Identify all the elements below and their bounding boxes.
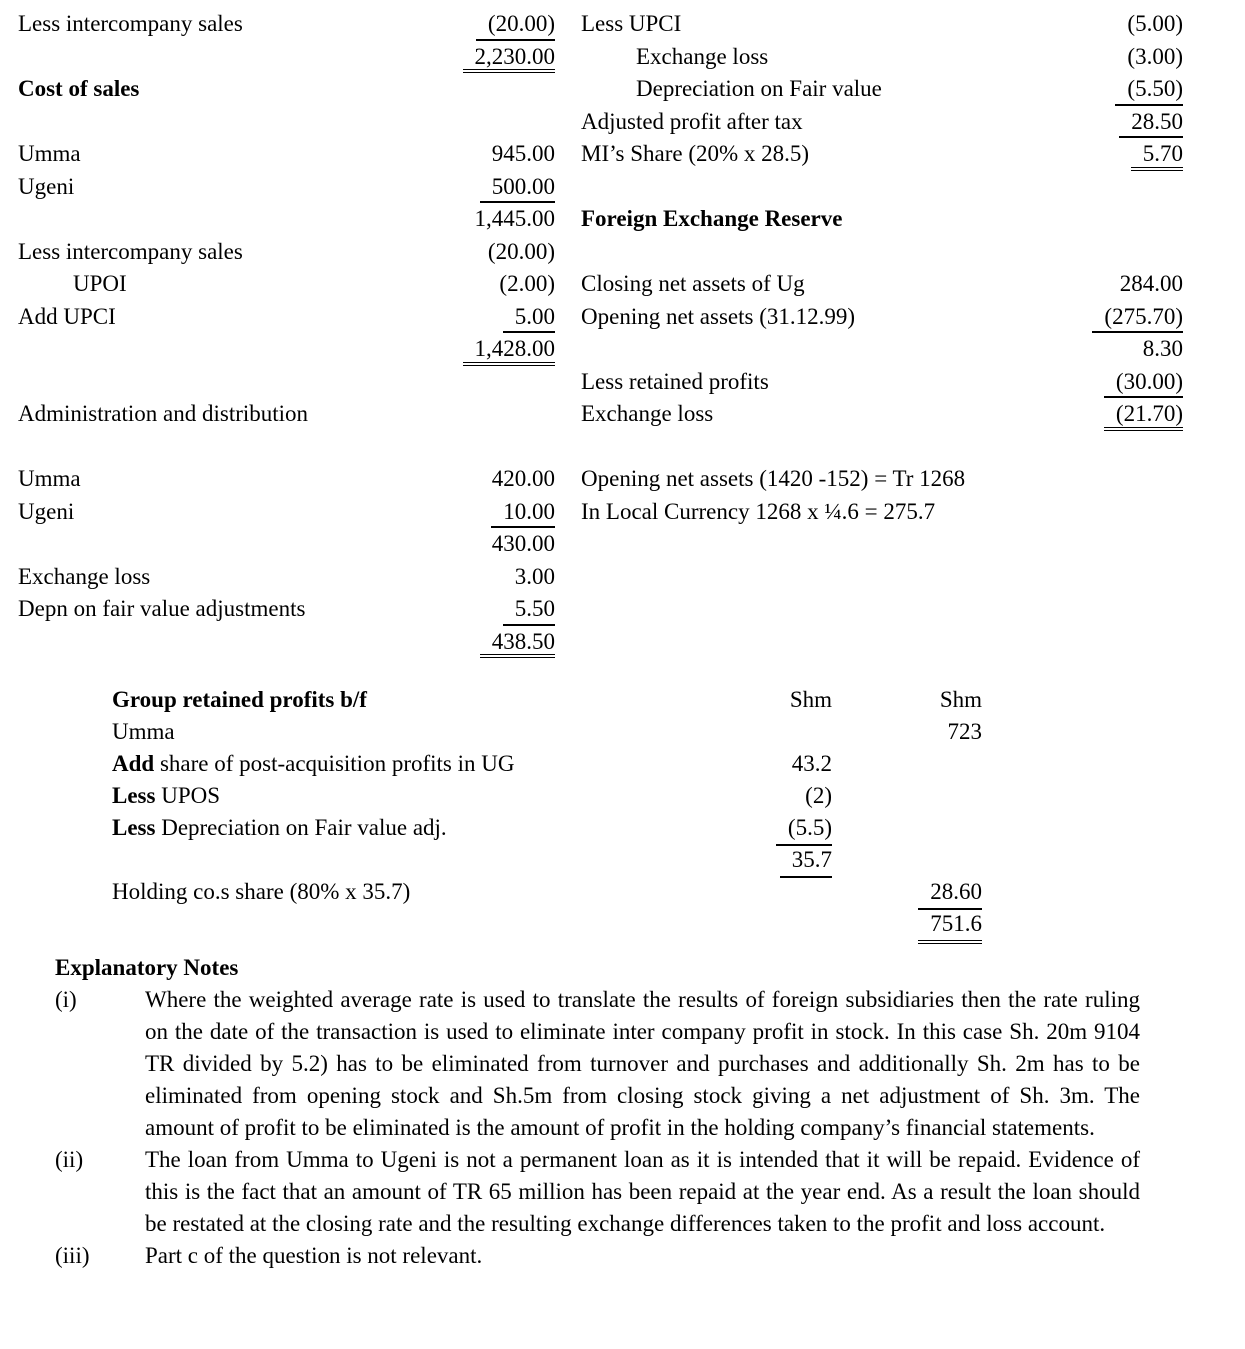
row-label: Depn on fair value adjustments	[18, 596, 306, 621]
spacer-row	[581, 431, 1183, 464]
row-value: (20.00)	[487, 238, 555, 264]
retained-profits-section	[112, 684, 1227, 940]
ledger-label	[112, 844, 752, 876]
account-row	[18, 463, 555, 496]
row-label: Less intercompany sales	[18, 238, 243, 264]
col1-value: (5.5)	[752, 812, 832, 844]
section-heading: Cost of sales	[18, 76, 140, 101]
account-row	[18, 561, 555, 594]
row-value: 5.00	[503, 301, 555, 334]
account-row	[18, 333, 555, 366]
row-value: 500.00	[480, 171, 555, 204]
row-value: (21.70)	[1104, 398, 1183, 431]
row-value: (5.50)	[1115, 73, 1183, 106]
ledger-row	[112, 908, 1227, 940]
row-value: 10.00	[491, 496, 555, 529]
row-label: Umma	[18, 141, 81, 166]
row-value: 420.00	[491, 466, 555, 491]
row-label: Closing net assets of Ug	[581, 271, 805, 296]
row-value: 5.70	[1131, 138, 1183, 171]
notes-heading: Explanatory Notes	[55, 955, 239, 980]
account-row	[18, 41, 555, 74]
account-row	[18, 626, 555, 659]
account-row	[18, 203, 555, 236]
account-row	[581, 203, 1183, 236]
col2-value	[832, 812, 982, 844]
row-label: Exchange loss	[636, 43, 769, 69]
row-label: Exchange loss	[18, 563, 151, 589]
row-label: Umma	[18, 466, 81, 491]
note-item	[18, 1144, 1227, 1240]
col1-value	[752, 908, 832, 940]
note-text: Part c of the question is not relevant.	[145, 1243, 483, 1268]
account-row	[18, 8, 555, 41]
col2-value: 28.60	[832, 876, 982, 908]
col1-value: (2)	[805, 783, 832, 808]
row-value: 2,230.00	[463, 41, 556, 74]
row-label: MI’s Share (20% x 28.5)	[581, 141, 810, 166]
row-value: (2.00)	[499, 271, 555, 296]
col2-value: 751.6	[832, 908, 982, 940]
row-label: UPOI	[73, 271, 127, 296]
note-number: (ii)	[55, 1147, 84, 1172]
row-label: Add UPCI	[18, 303, 116, 329]
explanatory-notes-section	[18, 952, 1227, 1272]
account-row	[581, 463, 1183, 496]
account-row	[581, 8, 1183, 41]
spacer-row	[18, 106, 555, 139]
account-row	[581, 73, 1183, 106]
row-label: Depreciation on Fair value	[636, 76, 882, 101]
row-label: In Local Currency 1268 x ¼.6 = 275.7	[581, 498, 936, 524]
account-row	[581, 366, 1183, 399]
row-label: Ugeni	[18, 173, 75, 199]
row-label: Adjusted profit after tax	[581, 108, 803, 134]
account-row	[18, 528, 555, 561]
row-value: 5.50	[503, 593, 555, 626]
ledger-label	[112, 908, 752, 940]
account-row	[581, 333, 1183, 366]
col1-value: 35.7	[752, 844, 832, 876]
ledger-row	[112, 812, 1227, 844]
col2-value: 723	[947, 719, 982, 744]
row-label: Opening net assets (31.12.99)	[581, 303, 856, 329]
row-value: (3.00)	[1127, 43, 1183, 69]
row-value: 28.50	[1119, 106, 1183, 139]
col2-value	[832, 748, 982, 780]
spacer-row	[581, 171, 1183, 204]
note-item	[18, 984, 1227, 1144]
row-value: 284.00	[1119, 271, 1183, 296]
row-value: (20.00)	[476, 8, 555, 41]
ledger-row	[112, 876, 1227, 908]
account-row	[18, 268, 555, 301]
ledger-label: Group retained profits b/f	[112, 687, 367, 712]
account-row	[18, 236, 555, 269]
spacer-row	[18, 431, 555, 464]
ledger-row	[112, 844, 1227, 876]
row-value: 8.30	[1142, 336, 1183, 361]
row-label: Less intercompany sales	[18, 11, 243, 36]
note-text: Where the weighted average rate is used to translate the results of foreign subsidiaries then the rate ruling on the date of the transaction is used to eliminate inter company profit in stock. In this case Sh. 20m 9104 TR divided by 5.2) has to be eliminated from turnover and purchases and additionally Sh. 2m has to be eliminated from opening stock and Sh.5m from closing stock giving a net adjustment of Sh. 3m. The amount of profit to be eliminated is the amount of profit in the holding company’s financial statements.	[145, 987, 1140, 1140]
left-column	[18, 8, 555, 658]
col2-value	[832, 844, 982, 876]
account-row	[581, 41, 1183, 74]
row-value: 1,428.00	[463, 333, 556, 366]
note-number: (i)	[55, 987, 77, 1012]
account-row	[18, 138, 555, 171]
row-label: Exchange loss	[581, 401, 714, 426]
note-number: (iii)	[55, 1243, 90, 1268]
col1-value: 43.2	[791, 751, 832, 776]
account-row	[18, 301, 555, 334]
account-row	[18, 73, 555, 106]
col1-header: Shm	[789, 687, 832, 712]
ledger-label: Less UPOS	[112, 783, 221, 808]
row-label: Less UPCI	[581, 11, 682, 36]
account-row	[581, 106, 1183, 139]
ledger-row	[112, 684, 1227, 716]
ledger-row	[112, 716, 1227, 748]
spacer-row	[581, 236, 1183, 269]
row-value: (275.70)	[1092, 301, 1183, 334]
col1-value	[752, 876, 832, 908]
ledger-row	[112, 780, 1227, 812]
section-heading: Foreign Exchange Reserve	[581, 206, 843, 231]
top-section	[18, 8, 1227, 658]
row-label: Ugeni	[18, 498, 75, 524]
row-value: 945.00	[491, 141, 555, 166]
account-row	[18, 496, 555, 529]
account-row	[581, 398, 1183, 431]
col1-value	[752, 716, 832, 748]
row-label: Less retained profits	[581, 368, 769, 394]
ledger-row	[112, 748, 1227, 780]
row-label: Administration and distribution	[18, 401, 309, 426]
row-value: (5.00)	[1127, 11, 1183, 36]
row-value: 438.50	[480, 626, 555, 659]
account-row	[581, 496, 1183, 529]
right-column	[581, 8, 1183, 658]
account-row	[18, 593, 555, 626]
note-text: The loan from Umma to Ugeni is not a permanent loan as it is intended that it will be repaid. Evidence of this is the fact that an amount of TR 65 million has been repaid at the year end. As a result the loan should be restated at the closing rate and the resulting exchange differences taken to the profit and loss account.	[145, 1147, 1140, 1236]
row-value: (30.00)	[1104, 366, 1183, 399]
account-row	[581, 301, 1183, 334]
ledger-label: Umma	[112, 719, 175, 744]
spacer-row	[18, 366, 555, 399]
row-label: Opening net assets (1420 -152) = Tr 1268	[581, 466, 966, 491]
account-row	[581, 138, 1183, 171]
col2-value	[832, 780, 982, 812]
account-row	[581, 268, 1183, 301]
row-value: 1,445.00	[474, 206, 555, 231]
ledger-label: Add share of post-acquisition profits in UG	[112, 751, 515, 776]
row-value: 430.00	[491, 531, 555, 556]
account-row	[18, 171, 555, 204]
ledger-label: Less Depreciation on Fair value adj.	[112, 815, 447, 840]
ledger-label: Holding co.s share (80% x 35.7)	[112, 879, 411, 904]
row-value: 3.00	[514, 563, 555, 589]
col2-header: Shm	[939, 687, 982, 712]
note-item	[18, 1240, 1227, 1272]
account-row	[18, 398, 555, 431]
